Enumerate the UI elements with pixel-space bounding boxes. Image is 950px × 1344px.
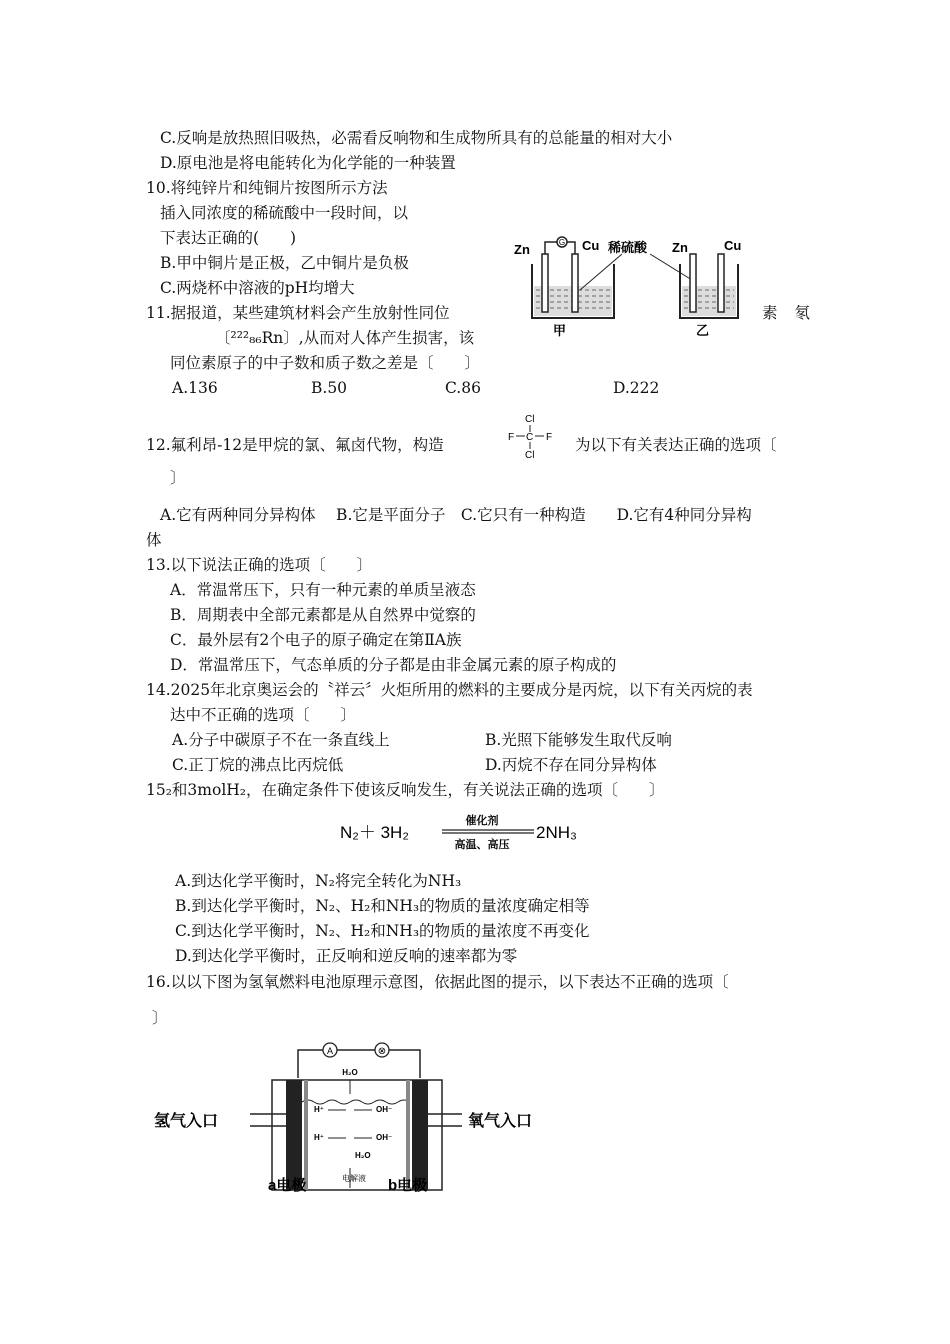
freon-bottom-atom: Cl <box>525 450 535 461</box>
ammonia-equation <box>338 808 608 854</box>
beaker-yi-label: 乙 <box>696 323 710 338</box>
galvanometer-label: G <box>558 238 566 247</box>
question-10-option-c: C.两烧杯中溶液的pH均增大 <box>160 279 355 297</box>
freon-left-atom: F <box>508 432 515 443</box>
question-10-stem: 10.将纯锌片和纯铜片按图所示方法 <box>146 179 388 197</box>
zn-label-2: Zn <box>672 240 688 255</box>
question-14-stem: 14.2025年北京奥运会的〝祥云〞火炬所用的燃料的主要成分是丙烷，以下有关丙烷的表 <box>146 681 753 699</box>
question-15-option-c: C.到达化学平衡时，N₂、H₂和NH₃的物质的量浓度不再变化 <box>175 922 590 940</box>
question-13-option-a: A．常温常压下，只有一种元素的单质呈液态 <box>170 581 476 599</box>
question-14-option-a: A.分子中碳原子不在一条直线上 <box>172 731 390 749</box>
freon-top-atom: Cl <box>525 414 535 425</box>
equation-conditions: 高温、高压 <box>454 839 510 851</box>
freon-right-atom: F <box>546 432 553 443</box>
question-14-option-b: B.光照下能够发生取代反响 <box>485 731 672 749</box>
acid-label: 稀硫酸 <box>608 240 648 255</box>
h-plus-upper: H⁺ <box>314 1105 324 1114</box>
lamp-symbol: ⊗ <box>377 1046 387 1057</box>
question-12-stem: 12.氟利昂-12是甲烷的氯、氟卤代物，构造 <box>146 436 444 454</box>
beaker-jia <box>514 237 614 338</box>
question-11-option-b: B.50 <box>311 379 348 397</box>
equation-product: 2NH₃ <box>536 823 577 842</box>
question-11-option-a: A.136 <box>172 379 218 397</box>
question-15-option-a: A.到达化学平衡时，N₂将完全转化为NH₃ <box>175 872 462 890</box>
question-14-option-c: C.正丁烷的沸点比丙烷低 <box>172 756 344 774</box>
freon-structure <box>505 412 573 462</box>
h-plus-lower: H⁺ <box>314 1133 324 1142</box>
question-13-option-c: C．最外层有2个电子的原子确定在第ⅡA族 <box>170 631 462 649</box>
question-15-stem: 15₂和3molH₂，在确定条件下使该反响发生，有关说法正确的选项〔 〕 <box>146 781 665 799</box>
electrode-a <box>286 1080 302 1190</box>
ammeter-label: A <box>326 1046 334 1056</box>
oh-minus-upper: OH⁻ <box>376 1105 393 1114</box>
equation-catalyst: 催化剂 <box>465 815 499 827</box>
cu-label-1: Cu <box>582 238 600 253</box>
question-11-stem: 11.据报道，某些建筑材料会产生放射性同位 <box>146 304 450 322</box>
option-d-text: D.原电池是将电能转化为化学能的一种装置 <box>160 154 456 172</box>
question-10-stem-3: 下表达正确的( ) <box>160 229 297 247</box>
question-16-bracket: 〕 <box>152 1009 168 1027</box>
question-11-option-d: D.222 <box>613 379 660 397</box>
oxygen-inlet-label: 氧气入口 <box>468 1113 533 1130</box>
equation-reactants: N₂＋ 3H₂ <box>340 823 409 842</box>
question-10-option-b: B.甲中铜片是正极，乙中铜片是负极 <box>160 254 409 272</box>
water-top-label: H₂O <box>342 1068 358 1077</box>
question-14-stem-2: 达中不正确的选项〔 〕 <box>170 706 357 724</box>
cu-label-2: Cu <box>724 238 742 253</box>
galvanic-cell-figure <box>510 232 755 342</box>
question-11-stem-2: 〔²²²₈₆Rn〕,从而对人体产生损害，该 <box>215 329 475 347</box>
question-12-bracket: 〕 <box>170 469 186 487</box>
question-13-stem: 13.以下说法正确的选项〔 〕 <box>146 556 373 574</box>
electrode-b-label: b电极 <box>388 1177 428 1194</box>
question-15-option-b: B.到达化学平衡时，N₂、H₂和NH₃的物质的量浓度确定相等 <box>175 897 590 915</box>
question-16-stem: 16.以以下图为氢氧燃料电池原理示意图，依据此图的提示，以下表达不正确的选项〔 <box>146 973 729 991</box>
question-14-option-d: D.丙烷不存在同分异构体 <box>485 756 657 774</box>
question-13-option-d: D．常温常压下，气态单质的分子都是由非金属元素的原子构成的 <box>170 656 617 674</box>
hydrogen-inlet-label: 氢气入口 <box>154 1113 219 1130</box>
water-bottom-label: H₂O <box>355 1151 371 1160</box>
question-11-option-c: C.86 <box>445 379 481 397</box>
beaker-jia-label: 甲 <box>553 323 567 338</box>
question-12-options: A.它有两种同分异构体 B.它是平面分子 C.它只有一种构造 D.它有4种同分异构 <box>160 506 752 524</box>
question-10-stem-2: 插入同浓度的稀硫酸中一段时间，以 <box>160 204 409 222</box>
fuel-cell-diagram <box>150 1040 560 1195</box>
electrolyte-label: 电解液 <box>342 1174 366 1183</box>
freon-center-atom: C <box>526 432 534 443</box>
question-12-options-wrap: 体 <box>146 531 162 549</box>
electrode-a-label: a电极 <box>268 1177 307 1194</box>
option-c-text: C.反响是放热照旧吸热，必需看反响物和生成物所具有的总能量的相对大小 <box>160 129 673 147</box>
oh-minus-lower: OH⁻ <box>376 1133 393 1142</box>
question-11-stem-tail: 素 氡 <box>762 304 816 322</box>
electrode-b <box>412 1080 428 1190</box>
question-15-option-d: D.到达化学平衡时，正反响和逆反响的速率都为零 <box>175 947 518 965</box>
question-13-option-b: B．周期表中全部元素都是从自然界中觉察的 <box>170 606 476 624</box>
question-12-stem-tail: 为以下有关表达正确的选项〔 <box>575 436 777 454</box>
zn-label-1: Zn <box>514 242 530 257</box>
beaker-yi <box>672 238 741 338</box>
question-11-stem-3: 同位素原子的中子数和质子数之差是〔 〕 <box>170 354 481 372</box>
